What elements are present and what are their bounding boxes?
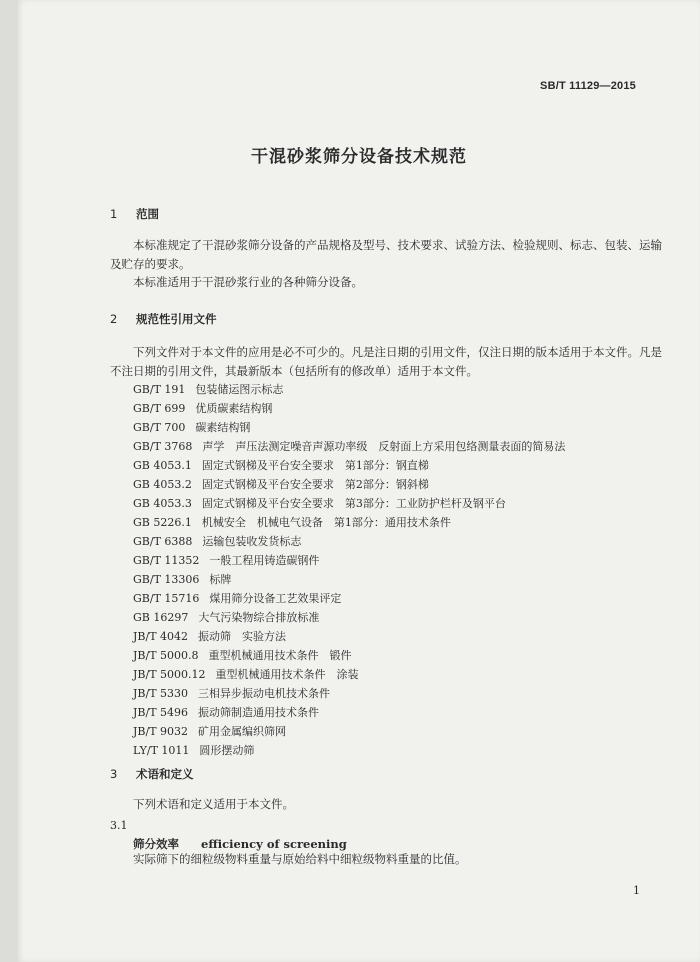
reference-title: 固定式钢梯及平台安全要求 第1部分：钢直梯 xyxy=(201,459,429,472)
term-english: efficiency of screening xyxy=(201,837,347,851)
reference-item xyxy=(133,589,565,608)
reference-title: 固定式钢梯及平台安全要求 第3部分：工业防护栏杆及钢平台 xyxy=(201,497,506,510)
reference-item xyxy=(133,475,565,494)
reference-code: GB 16297 xyxy=(133,611,189,624)
section-number: 2 xyxy=(110,312,118,326)
standard-number: SB/T 11129—2015 xyxy=(540,80,636,92)
reference-title: 一般工程用铸造碳钢件 xyxy=(209,554,320,567)
reference-item xyxy=(133,608,565,627)
reference-title: 振动筛 实验方法 xyxy=(198,630,287,643)
reference-title: 固定式钢梯及平台安全要求 第2部分：钢斜梯 xyxy=(201,478,429,491)
section-title: 范围 xyxy=(136,207,159,221)
reference-title: 大气污染物综合排放标准 xyxy=(198,611,320,624)
reference-title: 碳素结构钢 xyxy=(195,421,251,434)
reference-code: JB/T 5330 xyxy=(133,687,189,700)
reference-item xyxy=(133,437,565,456)
term-chinese: 筛分效率 xyxy=(133,837,179,851)
reference-title: 振动筛制造通用技术条件 xyxy=(198,706,320,719)
reference-code: JB/T 9032 xyxy=(133,725,189,738)
section-2-heading xyxy=(110,311,217,327)
scope-paragraph-2: 本标准适用于干混砂浆行业的各种筛分设备。 xyxy=(133,275,363,289)
reference-item xyxy=(133,532,565,551)
reference-list xyxy=(133,380,565,760)
term-definition: 实际筛下的细粒级物料重量与原始给料中细粒级物料重量的比值。 xyxy=(133,852,467,866)
reference-code: GB/T 191 xyxy=(133,383,186,396)
terms-intro: 下列术语和定义适用于本文件。 xyxy=(133,797,294,811)
reference-item xyxy=(133,570,565,589)
reference-title: 煤用筛分设备工艺效果评定 xyxy=(209,592,342,605)
section-number: 3 xyxy=(110,767,118,781)
reference-code: JB/T 5000.8 xyxy=(133,649,199,662)
reference-item xyxy=(133,456,565,475)
section-title: 规范性引用文件 xyxy=(136,312,217,326)
reference-code: GB 5226.1 xyxy=(133,516,192,529)
reference-code: GB/T 13306 xyxy=(133,573,200,586)
reference-title: 机械安全 机械电气设备 第1部分：通用技术条件 xyxy=(201,516,451,529)
reference-title: 三相异步振动电机技术条件 xyxy=(198,687,331,700)
reference-item xyxy=(133,665,565,684)
reference-item xyxy=(133,722,565,741)
references-intro: 下列文件对于本文件的应用是必不可少的。凡是注日期的引用文件，仅注日期的版本适用于本文件。凡是不注日期的引用文件，其最新版本（包括所有的修改单）适用于本文件。 xyxy=(110,345,662,378)
reference-title: 圆形摆动筛 xyxy=(199,744,255,757)
reference-item xyxy=(133,703,565,722)
reference-item xyxy=(133,551,565,570)
reference-title: 优质碳素结构钢 xyxy=(195,402,273,415)
reference-code: GB/T 699 xyxy=(133,402,186,415)
term-entry xyxy=(133,836,347,852)
reference-item xyxy=(133,684,565,703)
reference-code: JB/T 5496 xyxy=(133,706,189,719)
reference-code: JB/T 5000.12 xyxy=(133,668,206,681)
reference-item xyxy=(133,513,565,532)
scope-paragraph-1: 本标准规定了干混砂浆筛分设备的产品规格及型号、技术要求、试验方法、检验规则、标志、包装、运输及贮存的要求。 xyxy=(110,238,662,271)
reference-code: GB/T 6388 xyxy=(133,535,193,548)
document-title: 干混砂浆筛分设备技术规范 xyxy=(251,147,467,167)
reference-code: GB/T 3768 xyxy=(133,440,193,453)
reference-code: LY/T 1011 xyxy=(133,744,190,757)
reference-title: 重型机械通用技术条件 锻件 xyxy=(208,649,352,662)
reference-item xyxy=(133,399,565,418)
reference-code: GB/T 15716 xyxy=(133,592,200,605)
reference-item xyxy=(133,418,565,437)
reference-code: GB 4053.2 xyxy=(133,478,192,491)
reference-item xyxy=(133,646,565,665)
reference-code: GB 4053.1 xyxy=(133,459,192,472)
clause-number: 3.1 xyxy=(110,819,128,832)
document-page xyxy=(18,0,700,962)
page-number: 1 xyxy=(633,884,640,897)
reference-title: 重型机械通用技术条件 涂装 xyxy=(215,668,359,681)
reference-title: 包装储运图示标志 xyxy=(195,383,284,396)
reference-code: GB/T 11352 xyxy=(133,554,200,567)
reference-code: GB/T 700 xyxy=(133,421,186,434)
section-1-heading xyxy=(110,206,159,222)
section-number: 1 xyxy=(110,207,118,221)
reference-title: 矿用金属编织筛网 xyxy=(198,725,287,738)
reference-item xyxy=(133,627,565,646)
reference-code: JB/T 4042 xyxy=(133,630,189,643)
section-3-heading xyxy=(110,766,194,782)
reference-title: 声学 声压法测定噪音声源功率级 反射面上方采用包络测量表面的简易法 xyxy=(202,440,566,453)
reference-item xyxy=(133,494,565,513)
reference-title: 标牌 xyxy=(209,573,232,586)
section-title: 术语和定义 xyxy=(136,767,194,781)
reference-code: GB 4053.3 xyxy=(133,497,192,510)
reference-title: 运输包装收发货标志 xyxy=(202,535,302,548)
reference-item xyxy=(133,741,565,760)
reference-item xyxy=(133,380,565,399)
